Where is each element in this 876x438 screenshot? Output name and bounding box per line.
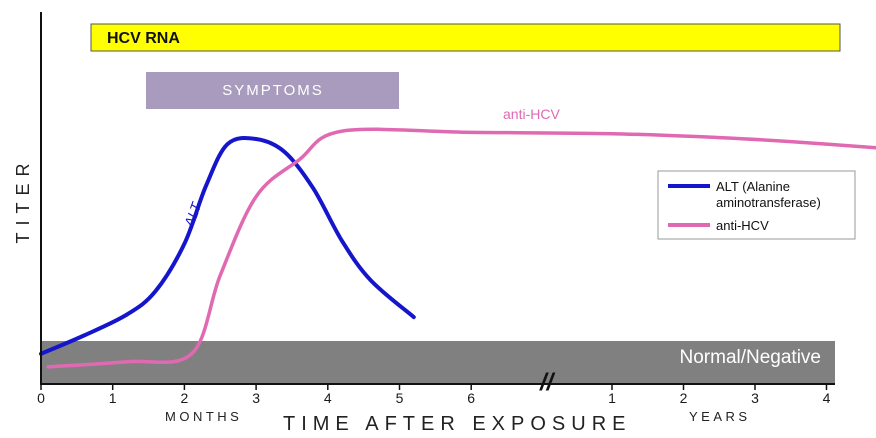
x-tick-year-1-label: 1	[608, 390, 616, 406]
x-tick-year-4-label: 4	[822, 390, 831, 406]
x-ticks	[37, 384, 831, 406]
legend-label-anti-hcv: anti-HCV	[716, 218, 769, 233]
x-tick-month-1-label: 1	[108, 390, 117, 406]
y-axis-label: TITER	[13, 156, 33, 244]
x-section-label-years: YEARS	[689, 409, 751, 424]
anti-hcv-curve-label: anti-HCV	[503, 106, 560, 122]
legend	[658, 171, 855, 239]
x-tick-month-4-label: 4	[323, 390, 332, 406]
normal-negative-label: Normal/Negative	[679, 347, 821, 368]
hcv-rna-band	[91, 24, 840, 51]
x-tick-year-3-label: 3	[751, 390, 759, 406]
series-line-anti-hcv	[48, 129, 876, 367]
alt-curve-label: ALT	[180, 200, 205, 230]
x-tick-year-2-label: 2	[679, 390, 688, 406]
x-tick-month-2-label: 2	[180, 390, 189, 406]
symptoms-label: SYMPTOMS	[222, 82, 324, 99]
x-section-label-months: MONTHS	[165, 409, 243, 424]
axis-break-mark: //	[540, 369, 554, 396]
series-line-alt	[41, 138, 414, 354]
x-axis-label: TIME AFTER EXPOSURE	[283, 413, 632, 435]
legend-label-alt-line2: aminotransferase)	[716, 195, 821, 210]
legend-label-alt-line1: ALT (Alanine	[716, 179, 790, 194]
x-tick-month-6-label: 6	[467, 390, 476, 406]
x-tick-month-5-label: 5	[395, 390, 404, 406]
hcv-rna-label: HCV RNA	[107, 30, 180, 47]
x-tick-month-0-label: 0	[37, 390, 45, 406]
x-tick-month-3-label: 3	[252, 390, 260, 406]
